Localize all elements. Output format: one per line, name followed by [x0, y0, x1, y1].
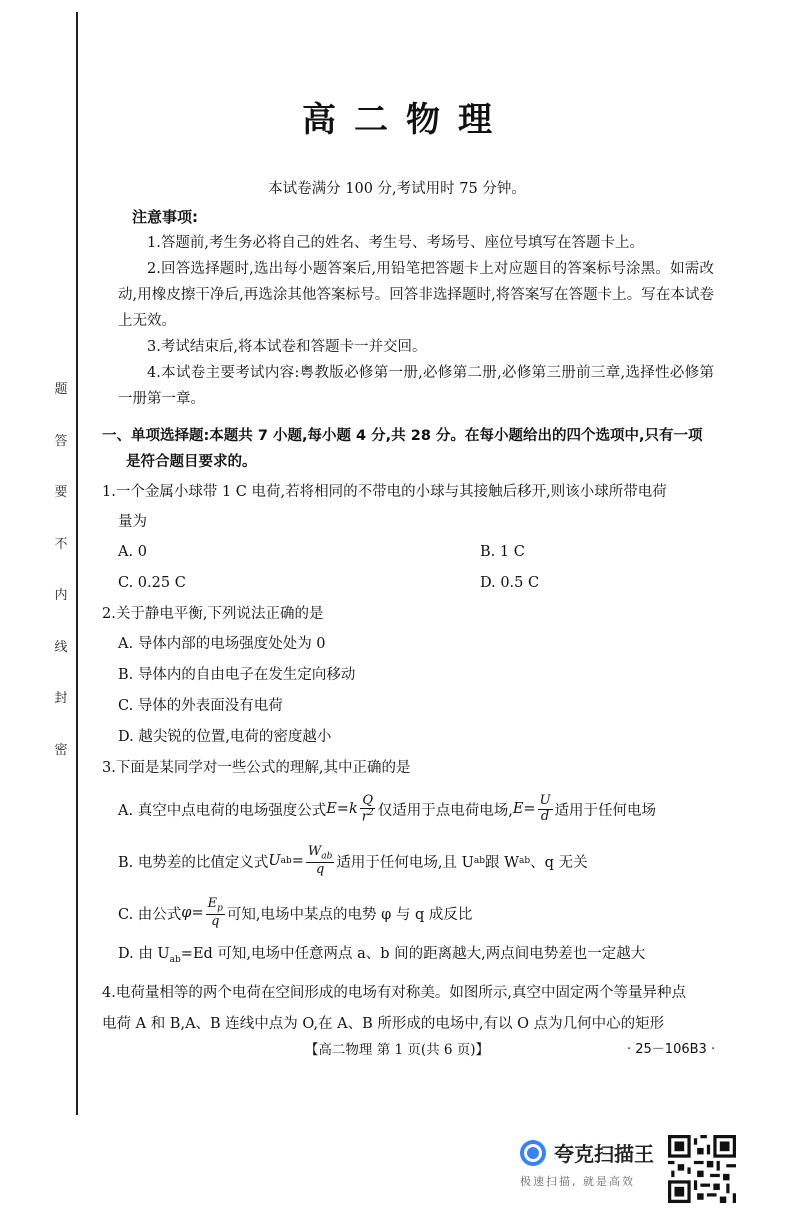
option-text: =Ed 可知,电场中任意两点 a、b 间的距离越大,两点间电势差也一定越大	[180, 946, 646, 962]
option: D. 0.5 C	[480, 575, 540, 591]
question-1	[102, 477, 742, 537]
question-stem: 4.电荷量相等的两个电荷在空间形成的电场有对称美。如图所示,真空中固定两个等量异种点	[102, 984, 686, 1001]
fraction: $\frac{U}{d}$	[539, 793, 551, 824]
notes-heading: 注意事项:	[132, 208, 198, 226]
option-text: 可知,电场中某点的电势 φ 与 q 成反比	[226, 906, 473, 923]
section-heading-line: 是符合题目要求的。	[126, 454, 257, 470]
section-heading	[102, 423, 742, 475]
option-text: 仅适用于点电荷电场,	[377, 802, 513, 819]
side-char: 要	[54, 485, 68, 501]
question-stem: 1.一个金属小球带 1 C 电荷,若将相同的不带电的小球与其接触后移开,则该小球所带电荷	[102, 484, 667, 500]
option-b-formula: B. 电势差的比值定义式 U ab = $\frac{W_{ab}}{q}$ 适用于任何电场,且 U ab 跟 W ab 、q 无关	[118, 843, 588, 878]
question-stem: 电荷 A 和 B,A、B 连线中点为 O,在 A、B 所形成的电场中,有以 O 点为几何中心的矩形	[102, 1015, 665, 1032]
option-c-formula: C. 由公式 φ = $\frac{E_p}{q}$ 可知,电场中某点的电势 φ 与 q 成反比	[118, 895, 473, 930]
option: A. 导体内部的电场强度处处为 0	[118, 636, 326, 652]
fraction: $\frac{W_{ab}}{q}$	[307, 843, 333, 878]
fraction: $\frac{Q}{r^2}$	[361, 792, 374, 825]
option-text: A. 真空中点电荷的电场强度公式	[118, 802, 327, 819]
question-stem-cont: 量为	[118, 514, 147, 530]
fraction: $\frac{E_p}{q}$	[207, 895, 223, 930]
scanner-brand: 夸克扫描王	[554, 1142, 654, 1166]
option-a-formula: A. 真空中点电荷的电场强度公式 E = k $\frac{Q}{r^2}$ 仅适用于点电荷电场, E = $\frac{U}{d}$ 适用于任何电场	[118, 792, 657, 825]
paper-code: · 25－106B3 ·	[627, 1042, 716, 1057]
section-heading-line: 一、单项选择题:本题共 7 小题,每小题 4 分,共 28 分。在每小题给出的四个选项中,只有一项	[102, 428, 703, 444]
exam-info: 本试卷满分 100 分,考试用时 75 分钟。	[268, 181, 526, 197]
qr-code-icon	[668, 1135, 736, 1203]
question-stem: 3.下面是某同学对一些公式的理解,其中正确的是	[102, 760, 411, 776]
scanner-logo-icon	[520, 1140, 546, 1166]
option: C. 0.25 C	[118, 575, 186, 591]
side-char: 封	[54, 691, 68, 707]
side-char: 题	[54, 382, 68, 397]
option-text: 适用于任何电场,且 U	[336, 854, 474, 871]
questions	[102, 423, 742, 1040]
question-2-options	[102, 629, 742, 753]
scanner-slogan: 极速扫描, 就是高效	[520, 1175, 635, 1188]
question-3	[102, 753, 742, 783]
option-d: D. 由 $U_{ab}=Ed$ 可知,电场中任意两点 a、b 间的距离越大,两点间电势差也一定越大	[118, 946, 646, 965]
question-1-options	[102, 537, 742, 599]
option-text: 跟 W	[485, 854, 520, 871]
option-text: B. 电势差的比值定义式	[118, 854, 269, 871]
notes-section	[118, 204, 714, 412]
binding-notice	[52, 378, 70, 758]
question-2	[102, 599, 742, 629]
note-item: 4.本试卷主要考试内容:粤教版必修第一册,必修第二册,必修第三册前三章,选择性必修第一册第一章。	[118, 365, 714, 407]
side-char: 不	[54, 536, 68, 552]
note-item: 2.回答选择题时,选出每小题答案后,用铅笔把答题卡上对应题目的答案标号涂黑。如需改动,用橡皮擦干净后,再选涂其他答案标号。回答非选择题时,将答案写在答题卡上。写在本试卷上无效。	[118, 261, 714, 329]
option: B. 1 C	[480, 544, 525, 560]
scanner-watermark	[520, 1138, 670, 1189]
side-char: 线	[54, 639, 68, 655]
side-char: 内	[54, 588, 68, 604]
option-text: D. 由 U	[118, 946, 170, 962]
option-text: C. 由公式	[118, 906, 182, 923]
page-footer: 【高二物理 第 1 页(共 6 页)】	[304, 1042, 490, 1058]
note-item: 3.考试结束后,将本试卷和答题卡一并交回。	[147, 339, 427, 355]
page-title: 高二物理	[302, 100, 510, 140]
option: B. 导体内的自由电子在发生定向移动	[118, 667, 356, 683]
question-stem: 2.关于静电平衡,下列说法正确的是	[102, 606, 324, 622]
option: C. 导体的外表面没有电荷	[118, 698, 283, 714]
option-text: 适用于任何电场	[554, 802, 657, 819]
note-item: 1.答题前,考生务必将自己的姓名、考生号、考场号、座位号填写在答题卡上。	[147, 235, 644, 251]
question-4	[102, 978, 742, 1040]
option: D. 越尖锐的位置,电荷的密度越小	[118, 729, 332, 745]
side-char: 密	[54, 742, 68, 758]
side-char: 答	[54, 433, 68, 449]
option-text: 、q 无关	[530, 854, 588, 871]
option: A. 0	[118, 544, 147, 560]
